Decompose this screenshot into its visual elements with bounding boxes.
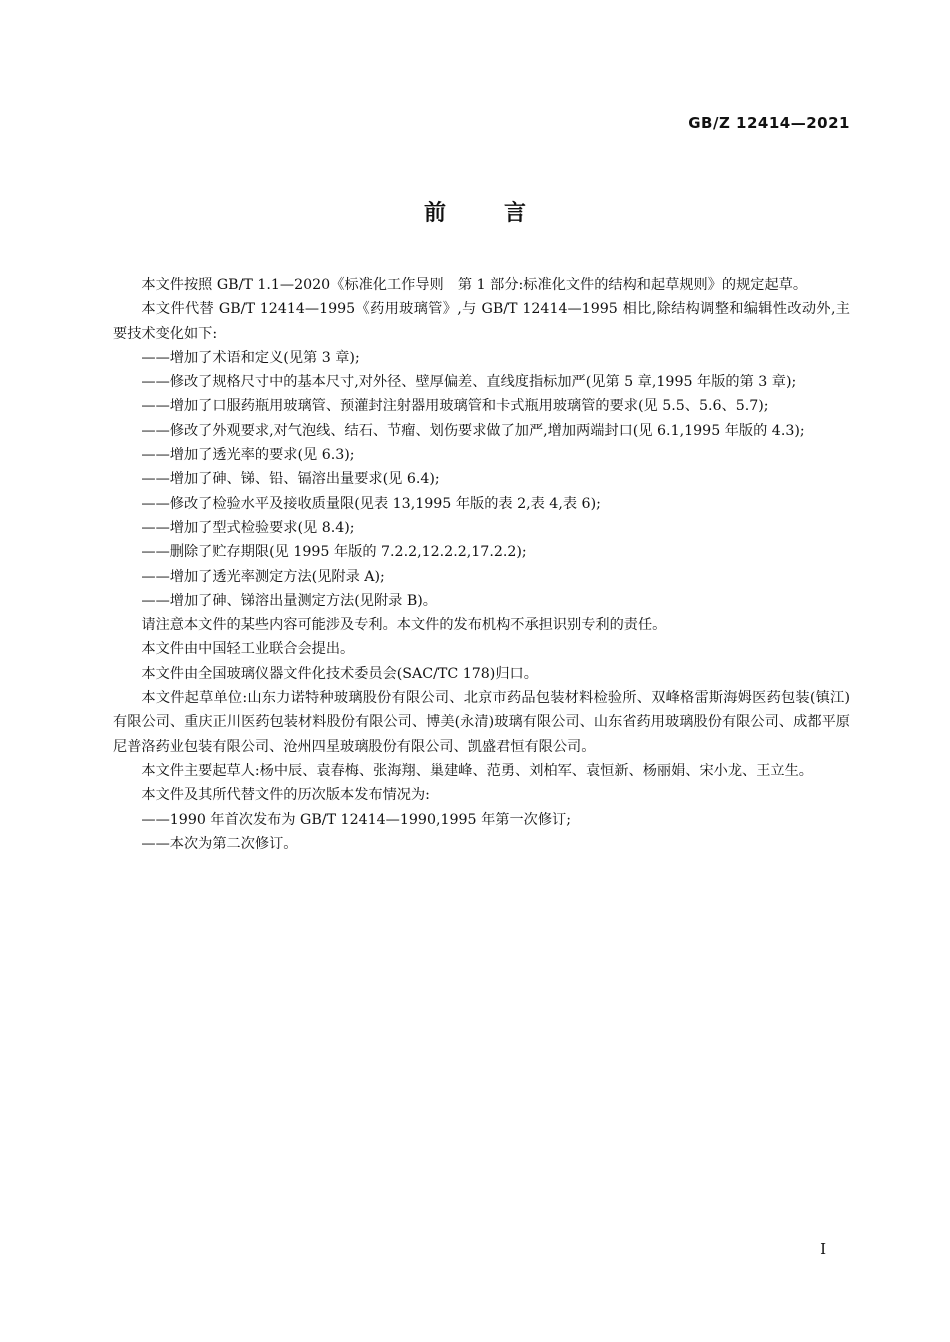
- change-item: ——删除了贮存期限(见 1995 年版的 7.2.2,12.2.2,17.2.2);: [141, 544, 527, 561]
- change-item: ——增加了型式检验要求(见 8.4);: [141, 519, 355, 536]
- change-item: ——增加了砷、锑、铅、镉溶出量要求(见 6.4);: [141, 471, 440, 488]
- change-item: ——修改了检验水平及接收质量限(见表 13,1995 年版的表 2,表 4,表 6);: [141, 495, 601, 512]
- paragraph-drafting-units: 本文件起草单位:山东力诺特种玻璃股份有限公司、北京市药品包装材料检验所、双峰格雷斯海姆医药包装(镇江)有限公司、重庆正川医药包装材料股份有限公司、博美(永清)玻璃有限公司、山东省药用玻璃股份有限公司、成都平原尼普洛药业包装有限公司、沧州四星玻璃股份有限公司、凯盛君恒有限公司。: [113, 690, 850, 755]
- paragraph-committee: 本文件由全国玻璃仪器文件化技术委员会(SAC/TC 178)归口。: [141, 665, 538, 682]
- paragraph-patent-notice: 请注意本文件的某些内容可能涉及专利。本文件的发布机构不承担识别专利的责任。: [141, 617, 667, 634]
- page-title: 前言: [423, 201, 584, 226]
- history-item: ——1990 年首次发布为 GB/T 12414—1990,1995 年第一次修订;: [141, 811, 572, 828]
- paragraph-drafters: 本文件主要起草人:杨中辰、袁春梅、张海翔、巢建峰、范勇、刘柏军、袁恒新、杨丽娟、宋小龙、王立生。: [141, 762, 813, 779]
- document-body: [113, 273, 850, 856]
- change-item: ——增加了术语和定义(见第 3 章);: [141, 349, 360, 366]
- paragraph-history-intro: 本文件及其所代替文件的历次版本发布情况为:: [141, 787, 430, 804]
- change-item: ——修改了外观要求,对气泡线、结石、节瘤、划伤要求做了加严,增加两端封口(见 6.1,1995 年版的 4.3);: [141, 422, 805, 439]
- change-item: ——增加了透光率的要求(见 6.3);: [141, 447, 355, 464]
- change-item: ——修改了规格尺寸中的基本尺寸,对外径、壁厚偏差、直线度指标加严(见第 5 章,1995 年版的第 3 章);: [141, 374, 797, 391]
- change-item: ——增加了砷、锑溶出量测定方法(见附录 B)。: [141, 592, 437, 609]
- standard-number: GB/Z 12414—2021: [688, 114, 850, 132]
- change-item: ——增加了透光率测定方法(见附录 A);: [141, 568, 385, 585]
- change-item: ——增加了口服药瓶用玻璃管、预灌封注射器用玻璃管和卡式瓶用玻璃管的要求(见 5.5、5.6、5.7);: [141, 398, 769, 415]
- page-number: I: [820, 1240, 826, 1258]
- paragraph-replacement: 本文件代替 GB/T 12414—1995《药用玻璃管》,与 GB/T 12414—1995 相比,除结构调整和编辑性改动外,主要技术变化如下:: [113, 301, 850, 342]
- history-item: ——本次为第二次修订。: [141, 835, 298, 852]
- paragraph-proposer: 本文件由中国轻工业联合会提出。: [141, 641, 355, 658]
- paragraph-drafting-rules: 本文件按照 GB/T 1.1—2020《标准化工作导则 第 1 部分:标准化文件的结构和起草规则》的规定起草。: [141, 277, 808, 293]
